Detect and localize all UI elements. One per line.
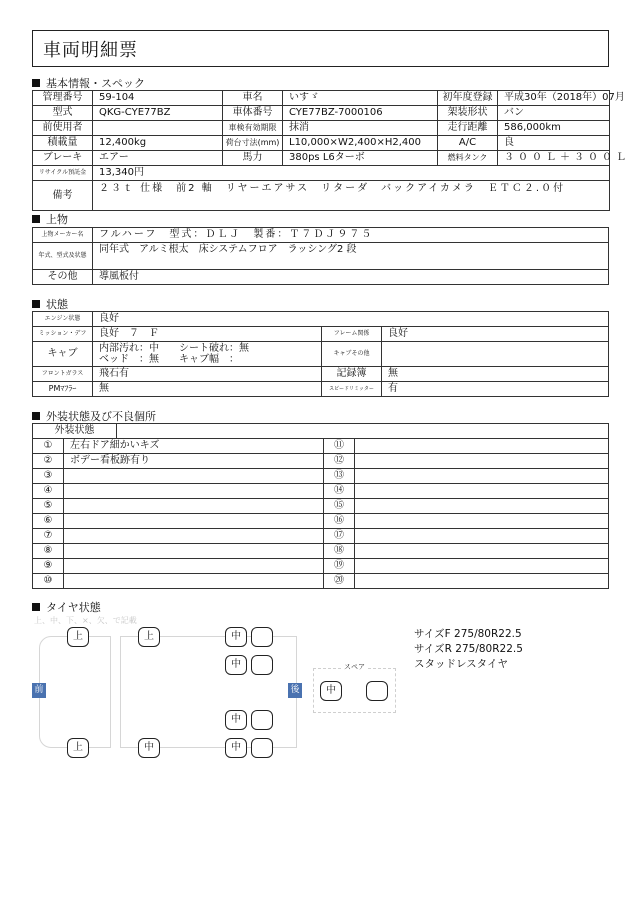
basic-row	[33, 91, 610, 106]
year-label: 年式、型式及状態	[33, 243, 93, 270]
exterior-number: ⑤	[33, 499, 64, 514]
tire-rear-inner-3[interactable]	[251, 710, 273, 730]
exterior-value	[64, 559, 324, 574]
engine-label: エンジン状態	[33, 312, 93, 327]
document-title-box	[32, 30, 609, 67]
tire-front-right[interactable]: 上	[67, 738, 89, 758]
square-bullet-icon	[32, 215, 40, 223]
section-header-basic	[32, 75, 145, 91]
section-header-condition	[32, 296, 68, 312]
document-title: 車両明細票	[43, 40, 138, 61]
cab-value	[93, 342, 322, 367]
basic-row	[33, 136, 610, 151]
exterior-row	[33, 484, 609, 499]
engine-row	[33, 312, 609, 327]
basic-label: 架装形状	[438, 106, 498, 121]
exterior-value	[355, 454, 609, 469]
basic-row	[33, 151, 610, 166]
exterior-value	[355, 484, 609, 499]
basic-row	[33, 106, 610, 121]
exterior-header-blank	[324, 424, 609, 439]
exterior-value	[64, 499, 324, 514]
basic-label: A/C	[438, 136, 498, 151]
tire-size-rear: サイズR 275/80R22.5	[414, 643, 523, 655]
exterior-number: ④	[33, 484, 64, 499]
exterior-number: ⑭	[324, 484, 355, 499]
exterior-number: ⑬	[324, 469, 355, 484]
tire-rear-inner-2[interactable]	[251, 655, 273, 675]
section-title: 上物	[46, 213, 68, 226]
exterior-value	[355, 469, 609, 484]
exterior-number: ⑱	[324, 544, 355, 559]
speed-value: 有	[382, 382, 609, 397]
exterior-table	[32, 423, 609, 589]
frame-label: フレーム関係	[322, 327, 382, 342]
section-header-body	[32, 211, 68, 227]
square-bullet-icon	[32, 603, 40, 611]
square-bullet-icon	[32, 412, 40, 420]
exterior-value	[64, 574, 324, 589]
exterior-number: ⑫	[324, 454, 355, 469]
notes-label: 備考	[33, 181, 93, 211]
square-bullet-icon	[32, 79, 40, 87]
exterior-value	[64, 484, 324, 499]
exterior-number: ①	[33, 439, 64, 454]
tire-second-right[interactable]: 中	[138, 738, 160, 758]
basic-value: L10,000×W2,400×H2,400	[283, 136, 438, 151]
exterior-value	[355, 544, 609, 559]
cab-outline	[39, 636, 111, 748]
exterior-number: ⑦	[33, 529, 64, 544]
tire-second-left[interactable]: 上	[138, 627, 160, 647]
tire-rear-inner-1[interactable]	[251, 627, 273, 647]
basic-value: ３００Ｌ＋３００Ｌ	[498, 151, 610, 166]
exterior-row	[33, 544, 609, 559]
exterior-value	[64, 514, 324, 529]
exterior-value	[355, 559, 609, 574]
record-label: 記録簿	[322, 367, 382, 382]
cab-other-label: キャブその他	[322, 342, 382, 367]
exterior-row	[33, 454, 609, 469]
basic-value: バン	[498, 106, 610, 121]
tire-front-left[interactable]: 上	[67, 627, 89, 647]
tire-size-info	[414, 627, 523, 672]
basic-value: 12,400kg	[93, 136, 223, 151]
other-row	[33, 270, 609, 285]
exterior-row	[33, 559, 609, 574]
basic-value: エアー	[93, 151, 223, 166]
basic-value: 380ps L6ターボ	[283, 151, 438, 166]
cab-line-2: ベッド ：無 キャブ幅 ：	[99, 354, 239, 365]
cab-other-value	[382, 342, 609, 367]
exterior-row	[33, 469, 609, 484]
basic-spec-table	[32, 90, 630, 211]
other-value: 導風板付	[93, 270, 609, 285]
exterior-value	[355, 439, 609, 454]
exterior-number: ⑩	[33, 574, 64, 589]
pm-value: 無	[93, 382, 322, 397]
basic-label: 燃料タンク	[438, 151, 498, 166]
year-row	[33, 243, 609, 270]
basic-value: 59-104	[93, 91, 223, 106]
maker-row	[33, 228, 609, 243]
basic-value: 抹消	[283, 121, 438, 136]
exterior-number: ⑮	[324, 499, 355, 514]
other-label: その他	[33, 270, 93, 285]
square-bullet-icon	[32, 300, 40, 308]
tire-rear-outer-1[interactable]: 中	[225, 627, 247, 647]
exterior-number: ⑧	[33, 544, 64, 559]
recycle-label: リサイクル預託金	[33, 166, 93, 181]
basic-value	[93, 121, 223, 136]
basic-value: 良	[498, 136, 610, 151]
front-tag: 前	[32, 683, 46, 698]
maker-label: 上物メーカー名	[33, 228, 93, 243]
exterior-value	[64, 469, 324, 484]
engine-value: 良好	[93, 312, 609, 327]
exterior-number: ⑳	[324, 574, 355, 589]
basic-value: 平成30年（2018年）07月	[498, 91, 610, 106]
exterior-value	[355, 529, 609, 544]
year-value: 同年式 アルミ根太 床システムフロア ラッシング2 段	[93, 243, 609, 270]
exterior-number: ⑪	[324, 439, 355, 454]
frame-value: 良好	[382, 327, 609, 342]
exterior-number: ③	[33, 469, 64, 484]
glass-label: フロントガラス	[33, 367, 93, 382]
glass-value: 飛石有	[93, 367, 322, 382]
exterior-value	[64, 529, 324, 544]
basic-label: 走行距離	[438, 121, 498, 136]
spare-label: スペア	[341, 662, 368, 672]
exterior-value	[355, 574, 609, 589]
tire-rear-inner-4[interactable]	[251, 738, 273, 758]
basic-label: 荷台寸法(mm)	[223, 136, 283, 151]
mission-label: ミッション・デフ	[33, 327, 93, 342]
basic-value: QKG-CYE77BZ	[93, 106, 223, 121]
maker-value: フルハーフ 型式：ＤＬＪ 製番：Ｔ７ＤＪ９７５	[93, 228, 609, 243]
pm-label: PMﾏﾌﾗｰ	[33, 382, 93, 397]
mission-value: 良好 ７ Ｆ	[93, 327, 322, 342]
section-header-tires	[32, 599, 101, 615]
pm-row	[33, 382, 609, 397]
notes-value: ２３ｔ 仕様 前2 軸 リヤーエアサス リターダ バックアイカメラ ＥＴＣ２.０付	[93, 181, 610, 211]
exterior-number: ⑯	[324, 514, 355, 529]
tire-type: スタッドレスタイヤ	[414, 658, 508, 670]
exterior-value	[355, 499, 609, 514]
basic-value: いすゞ	[283, 91, 438, 106]
basic-label: ブレーキ	[33, 151, 93, 166]
mission-row	[33, 327, 609, 342]
exterior-value	[355, 514, 609, 529]
condition-table	[32, 311, 609, 397]
body-outline	[120, 636, 297, 748]
basic-label: 積載量	[33, 136, 93, 151]
recycle-value: 13,340円	[93, 166, 610, 181]
tire-spare-1[interactable]: 中	[320, 681, 342, 701]
exterior-header-row	[33, 424, 609, 439]
tire-rear-outer-2[interactable]: 中	[225, 655, 247, 675]
basic-label: 馬力	[223, 151, 283, 166]
exterior-row	[33, 574, 609, 589]
section-title: タイヤ状態	[46, 601, 101, 614]
basic-label: 前使用者	[33, 121, 93, 136]
section-header-exterior	[32, 408, 156, 424]
exterior-value	[64, 544, 324, 559]
basic-label: 初年度登録	[438, 91, 498, 106]
exterior-number: ⑨	[33, 559, 64, 574]
exterior-header-cell	[33, 424, 324, 439]
exterior-row	[33, 499, 609, 514]
cab-row	[33, 342, 609, 367]
speed-label: スピードリミッター	[322, 382, 382, 397]
exterior-header: 外装状態	[33, 424, 117, 438]
tire-spare-2[interactable]	[366, 681, 388, 701]
tire-rear-outer-4[interactable]: 中	[225, 738, 247, 758]
tire-rear-outer-3[interactable]: 中	[225, 710, 247, 730]
exterior-number: ②	[33, 454, 64, 469]
tire-size-front: サイズF 275/80R22.5	[414, 628, 522, 640]
exterior-value: 左右ドア細かいキズ	[64, 439, 324, 454]
record-value: 無	[382, 367, 609, 382]
exterior-value: ボデー看板跡有り	[64, 454, 324, 469]
basic-value: CYE77BZ-7000106	[283, 106, 438, 121]
basic-row	[33, 121, 610, 136]
exterior-number: ⑰	[324, 529, 355, 544]
notes-row	[33, 181, 610, 211]
cab-label: キャブ	[33, 342, 93, 367]
basic-value: 586,000km	[498, 121, 610, 136]
section-title: 外装状態及び不良個所	[46, 410, 156, 423]
exterior-row	[33, 514, 609, 529]
basic-label: 車名	[223, 91, 283, 106]
tire-note: 上、中、下、×、欠、で記載	[34, 616, 137, 625]
glass-row	[33, 367, 609, 382]
exterior-row	[33, 439, 609, 454]
basic-label: 型式	[33, 106, 93, 121]
section-title: 状態	[46, 298, 68, 311]
recycle-row	[33, 166, 610, 181]
basic-label: 車検有効期限	[223, 121, 283, 136]
exterior-number: ⑲	[324, 559, 355, 574]
cab-line-1: 内部汚れ：中 シート破れ：無	[99, 343, 249, 354]
exterior-number: ⑥	[33, 514, 64, 529]
exterior-row	[33, 529, 609, 544]
basic-label: 管理番号	[33, 91, 93, 106]
section-title: 基本情報・スペック	[46, 77, 145, 90]
rear-tag: 後	[288, 683, 302, 698]
body-table	[32, 227, 609, 285]
basic-label: 車体番号	[223, 106, 283, 121]
